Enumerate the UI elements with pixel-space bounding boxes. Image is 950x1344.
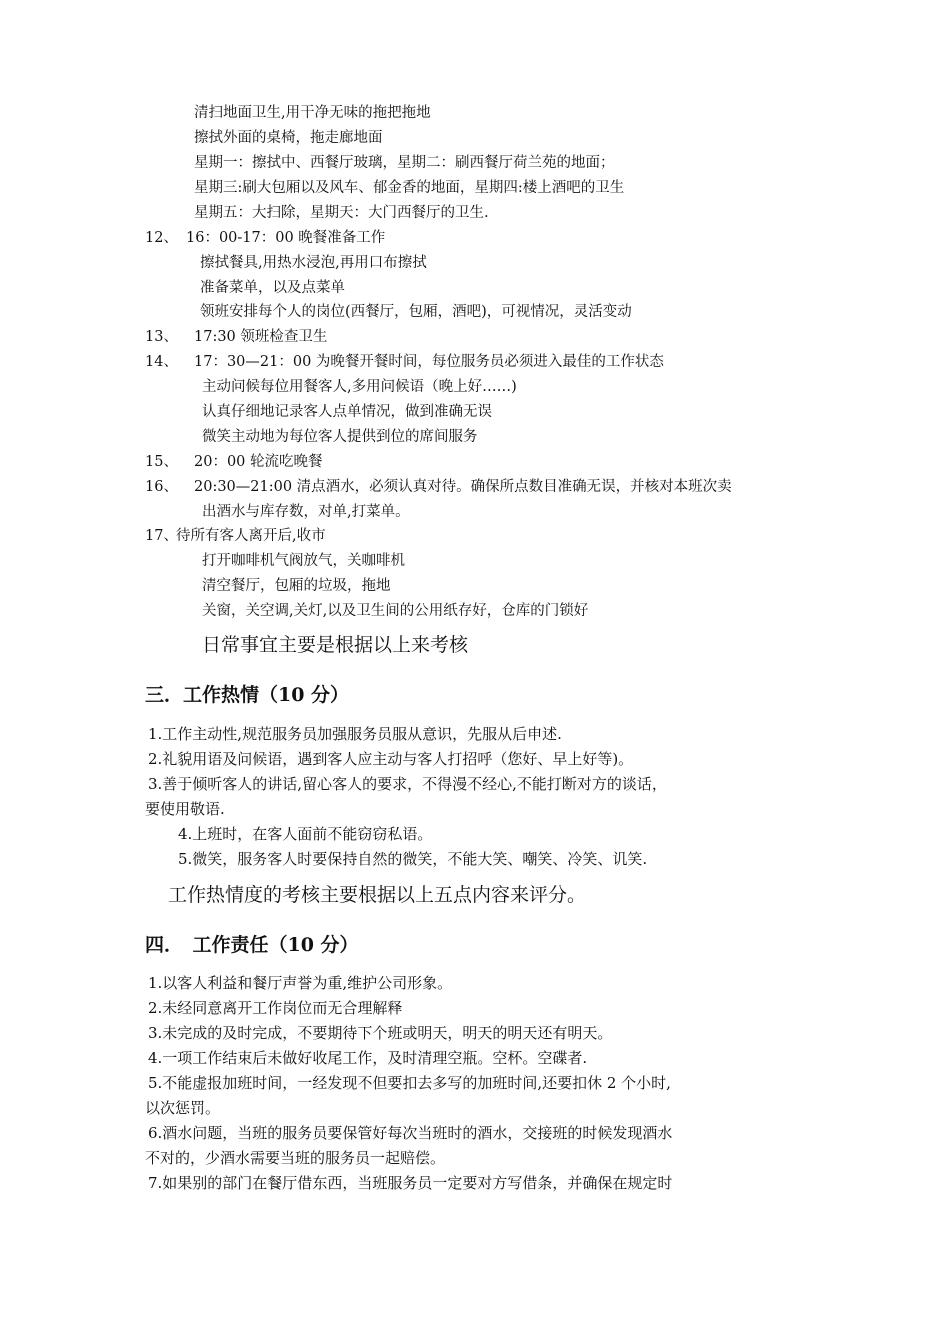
section-heading-enthusiasm: 三．工作热情（10 分） bbox=[145, 684, 350, 706]
schedule-item: 待所有客人离开后,收市 bbox=[176, 528, 326, 544]
list-item-continuation: 不对的，少酒水需要当班的服务员一起赔偿。 bbox=[145, 1149, 446, 1167]
list-item: 4.上班时，在客人面前不能窃窃私语。 bbox=[178, 825, 433, 843]
list-item: 1.以客人利益和餐厅声誉为重,维护公司形象。 bbox=[148, 974, 453, 992]
list-item: 6.酒水问题，当班的服务员要保管好每次当班时的酒水，交接班的时候发现酒水 bbox=[148, 1124, 673, 1142]
list-item: 1.工作主动性,规范服务员加强服务员服从意识，先服从后申述. bbox=[148, 725, 562, 743]
schedule-subitem: 领班安排每个人的岗位(西餐厅，包厢，酒吧)，可视情况，灵活变动 bbox=[200, 304, 632, 320]
schedule-item: 16：00-17：00 晚餐准备工作 bbox=[186, 230, 386, 246]
task-line: 星期五：大扫除，星期天：大门西餐厅的卫生. bbox=[194, 205, 489, 221]
schedule-number: 13、 bbox=[145, 329, 178, 345]
schedule-subitem: 认真仔细地记录客人点单情况，做到准确无误 bbox=[202, 404, 492, 420]
schedule-number: 14、 bbox=[145, 354, 178, 370]
task-line: 星期三:刷大包厢以及风车、郁金香的地面，星期四:楼上酒吧的卫生 bbox=[194, 180, 625, 196]
schedule-subitem: 准备菜单，以及点菜单 bbox=[200, 280, 345, 296]
list-item: 7.如果别的部门在餐厅借东西，当班服务员一定要对方写借条，并确保在规定时 bbox=[148, 1174, 673, 1192]
schedule-number: 15、 bbox=[145, 454, 178, 470]
list-item: 2.未经同意离开工作岗位而无合理解释 bbox=[148, 999, 403, 1017]
schedule-item: 20：00 轮流吃晚餐 bbox=[194, 454, 323, 470]
list-item: 4.一项工作结束后未做好收尾工作，及时清理空瓶。空杯。空碟者. bbox=[148, 1049, 588, 1067]
list-item: 3.善于倾听客人的讲话,留心客人的要求，不得漫不经心,不能打断对方的谈话， bbox=[148, 775, 667, 793]
task-line: 清扫地面卫生,用干净无味的拖把拖地 bbox=[194, 105, 431, 121]
schedule-number: 17、 bbox=[145, 528, 178, 544]
list-item: 5.微笑，服务客人时要保持自然的微笑，不能大笑、嘲笑、冷笑、讥笑. bbox=[178, 850, 648, 868]
schedule-item: 17：30—21：00 为晚餐开餐时间，每位服务员必须进入最佳的工作状态 bbox=[194, 354, 664, 370]
list-item-continuation: 要使用敬语. bbox=[145, 800, 225, 818]
schedule-subitem: 清空餐厅，包厢的垃圾，拖地 bbox=[202, 578, 391, 594]
list-item: 3.未完成的及时完成，不要期待下个班或明天，明天的明天还有明天。 bbox=[148, 1024, 613, 1042]
task-line: 星期一：擦拭中、西餐厅玻璃，星期二：刷西餐厅荷兰苑的地面； bbox=[194, 155, 615, 171]
section-heading-responsibility: 四． 工作责任（10 分） bbox=[145, 934, 359, 956]
schedule-subitem: 关窗，关空调,关灯,以及卫生间的公用纸存好，仓库的门锁好 bbox=[202, 603, 589, 619]
section-summary: 工作热情度的考核主要根据以上五点内容来评分。 bbox=[168, 884, 587, 906]
schedule-number: 12、 bbox=[145, 230, 178, 246]
schedule-subitem: 主动问候每位用餐客人,多用问候语（晚上好……) bbox=[202, 379, 517, 395]
schedule-subitem: 擦拭餐具,用热水浸泡,再用口布擦拭 bbox=[200, 255, 427, 271]
schedule-subitem: 打开咖啡机气阀放气，关咖啡机 bbox=[202, 553, 405, 569]
list-item-continuation: 以次惩罚。 bbox=[145, 1099, 221, 1117]
schedule-item: 17:30 领班检查卫生 bbox=[194, 329, 328, 345]
task-line: 擦拭外面的桌椅，拖走廊地面 bbox=[194, 130, 383, 146]
schedule-subitem: 出酒水与库存数，对单,打菜单。 bbox=[202, 504, 410, 520]
list-item: 2.礼貌用语及问候语，遇到客人应主动与客人打招呼（您好、早上好等)。 bbox=[148, 750, 634, 768]
schedule-item: 20:30—21:00 清点酒水，必须认真对待。确保所点数目准确无误，并核对本班次卖 bbox=[194, 479, 732, 495]
schedule-subitem: 微笑主动地为每位客人提供到位的席间服务 bbox=[202, 429, 478, 445]
list-item: 5.不能虚报加班时间，一经发现不但要扣去多写的加班时间,还要扣休 2 个小时, bbox=[148, 1074, 671, 1092]
daily-summary: 日常事宜主要是根据以上来考核 bbox=[202, 634, 469, 656]
schedule-number: 16、 bbox=[145, 479, 178, 495]
